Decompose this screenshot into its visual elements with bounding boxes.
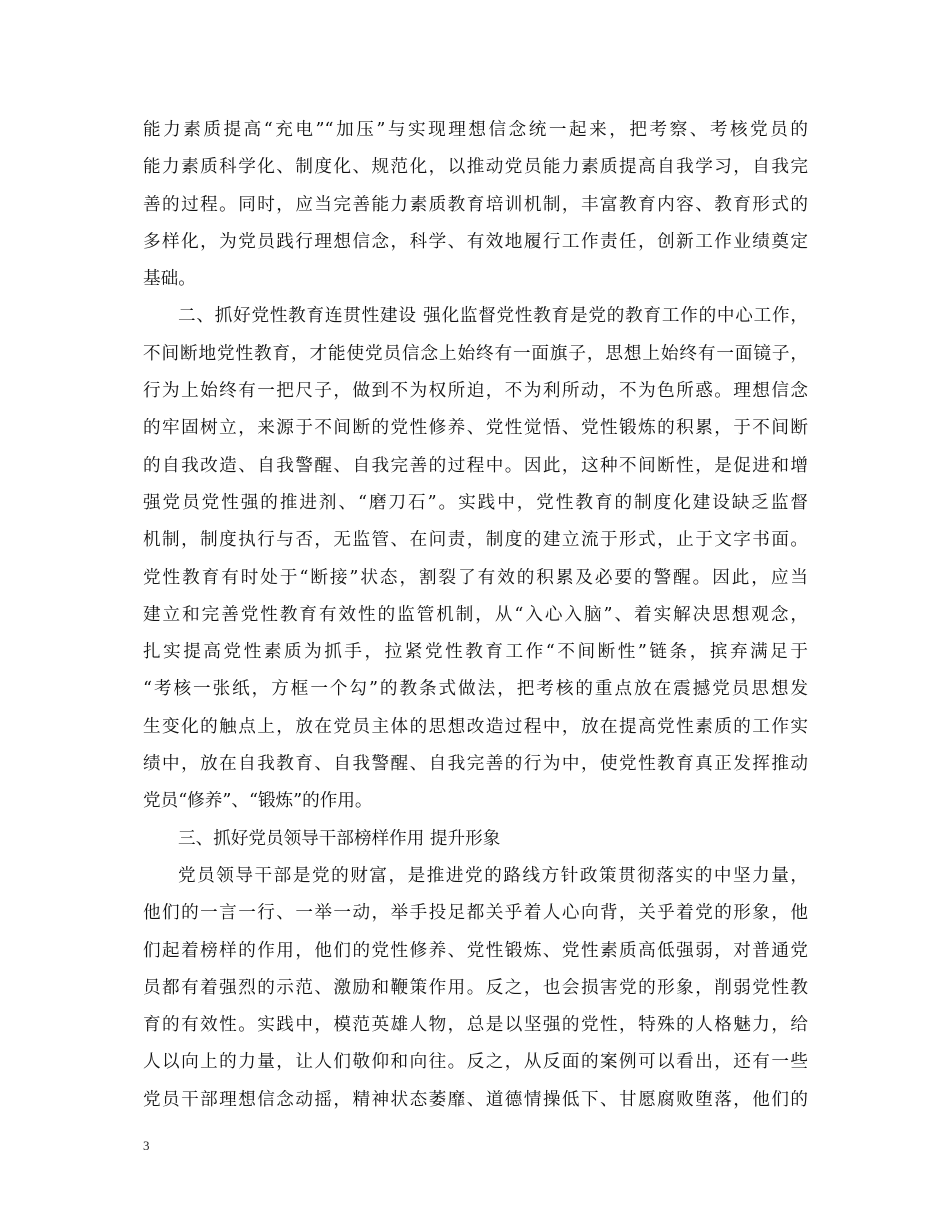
text-line: 党员领导干部是党的财富，是推进党的路线方针政策贯彻落实的中坚力量， [178,865,808,886]
text-line: 的自我改造、自我警醒、自我完善的过程中。因此，这种不间断性，是促进和增 [143,455,808,476]
text-line: 扎实提高党性素质为抓手，拉紧党性教育工作“不间断性”链条，摈弃满足于 [143,642,808,663]
page-number: 3 [143,1138,150,1153]
text-line: 基础。 [143,269,196,290]
text-line: 育的有效性。实践中，模范英雄人物，总是以坚强的党性，特殊的人格魅力，给 [143,1015,808,1036]
text-line: 员都有着强烈的示范、激励和鞭策作用。反之，也会损害党的形象，削弱党性教 [143,977,808,998]
text-line: 绩中，放在自我教育、自我警醒、自我完善的行为中，使党性教育真正发挥推动 [143,754,808,775]
text-line: 党员“修养”、“锻炼”的作用。 [143,791,373,812]
text-line: 不间断地党性教育，才能使党员信念上始终有一面旗子，思想上始终有一面镜子， [143,343,808,364]
text-line: 他们的一言一行、一举一动，举手投足都关乎着人心向背，关乎着党的形象，他 [143,903,808,924]
text-line: 能力素质提高“充电”“加压”与实现理想信念统一起来，把考察、考核党员的 [143,120,808,140]
text-line: 能力素质科学化、制度化、规范化，以推动党员能力素质提高自我学习，自我完 [143,157,808,178]
text-line: 的牢固树立，来源于不间断的党性修养、党性觉悟、党性锻炼的积累，于不间断 [143,418,808,439]
text-line: 二、抓好党性教育连贯性建设 强化监督党性教育是党的教育工作的中心工作， [178,306,808,327]
text-line: 善的过程。同时，应当完善能力素质教育培训机制，丰富教育内容、教育形式的 [143,194,808,215]
text-line: 强党员党性强的推进剂、“磨刀石”。实践中，党性教育的制度化建设缺乏监督 [143,492,808,513]
text-line: 人以向上的力量，让人们敬仰和向往。反之，从反面的案例可以看出，还有一些 [143,1052,808,1073]
text-line: 们起着榜样的作用，他们的党性修养、党性锻炼、党性素质高低强弱，对普通党 [143,940,808,961]
text-line: 多样化，为党员践行理想信念，科学、有效地履行工作责任，创新工作业绩奠定 [143,231,808,252]
text-line: 党性教育有时处于“断接”状态，割裂了有效的积累及必要的警醒。因此，应当 [143,567,808,588]
text-line: “考核一张纸，方框一个勾”的教条式做法，把考核的重点放在震撼党员思想发 [143,679,808,700]
text-line: 机制，制度执行与否，无监管、在问责，制度的建立流于形式，止于文字书面。 [143,530,808,551]
text-line: 三、抓好党员领导干部榜样作用 提升形象 [178,828,501,849]
text-line: 党员干部理想信念动摇，精神状态萎靡、道德情操低下、甘愿腐败堕落，他们的 [143,1089,808,1110]
body-text [143,112,808,1119]
text-line: 行为上始终有一把尺子，做到不为权所迫，不为利所动，不为色所惑。理想信念 [143,381,808,402]
text-line: 建立和完善党性教育有效性的监管机制，从“入心入脑”、着实解决思想观念， [143,604,808,625]
text-line: 生变化的触点上，放在党员主体的思想改造过程中，放在提高党性素质的工作实 [143,716,808,737]
